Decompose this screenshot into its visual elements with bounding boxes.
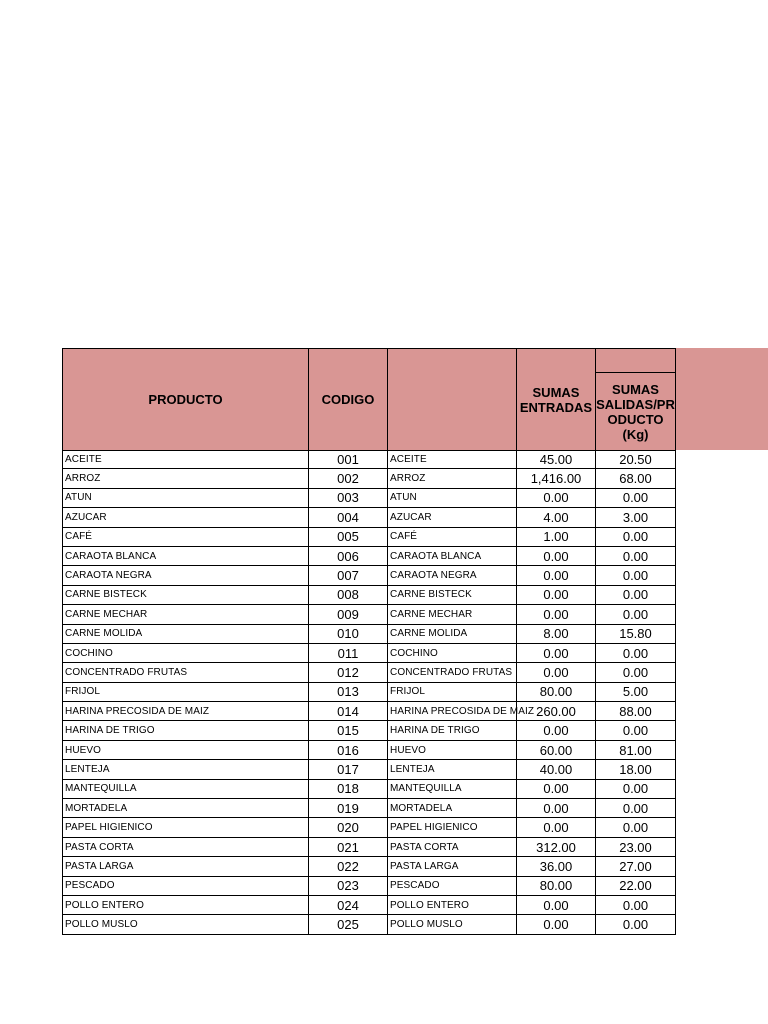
cell-producto-text: ATUN [65,492,92,504]
cell-sumas-salidas[interactable] [595,838,676,856]
cell-producto-text: CAFÉ [65,531,93,543]
cell-codigo[interactable] [308,566,387,584]
cell-producto[interactable] [62,877,308,895]
cell-producto[interactable] [62,586,308,604]
cell-sumas-salidas[interactable] [595,760,676,778]
cell-sumas-salidas-text: 15.80 [619,626,652,642]
cell-sumas-salidas-text: 0.00 [622,820,649,836]
cell-producto-text: HUEVO [65,744,102,756]
cell-sumas-salidas[interactable] [595,915,676,933]
cell-producto-repeat-text: PASTA CORTA [390,841,459,853]
cell-sumas-salidas[interactable] [595,780,676,798]
cell-producto[interactable] [62,799,308,817]
cell-codigo-text: 018 [337,781,359,797]
cell-sumas-entradas-text: 8.00 [543,626,569,642]
cell-sumas-entradas-text: 0.00 [543,606,569,622]
header-fill-band [676,348,768,450]
cell-codigo-text: 004 [337,509,359,525]
cell-producto-repeat[interactable] [387,489,516,507]
cell-sumas-entradas-text: 0.00 [543,897,569,913]
cell-sumas-salidas[interactable] [595,721,676,739]
cell-sumas-entradas-text: 0.00 [543,723,569,739]
cell-codigo[interactable] [308,857,387,875]
cell-codigo[interactable] [308,780,387,798]
cell-producto-text: CARAOTA NEGRA [65,570,152,582]
cell-producto[interactable] [62,547,308,565]
cell-sumas-entradas-text: 0.00 [543,568,569,584]
table-row [62,799,676,818]
cell-codigo[interactable] [308,605,387,623]
cell-producto-repeat-text: HARINA PRECOSIDA DE MAIZ [390,705,535,717]
table-row [62,469,676,488]
cell-producto[interactable] [62,566,308,584]
table-row [62,566,676,585]
cell-sumas-entradas[interactable] [516,644,595,662]
table-row [62,857,676,876]
cell-codigo-text: 022 [337,858,359,874]
cell-producto-repeat[interactable] [387,644,516,662]
cell-producto-repeat-text: CAFÉ [390,531,418,543]
cell-producto[interactable] [62,741,308,759]
cell-producto-repeat-text: AZUCAR [390,511,432,523]
table-row [62,915,676,934]
cell-sumas-entradas[interactable] [516,547,595,565]
cell-sumas-salidas-text: 20.50 [619,452,652,468]
cell-producto-repeat-text: CARAOTA NEGRA [390,570,477,582]
cell-sumas-salidas[interactable] [595,741,676,759]
header-sumas-salidas[interactable] [595,372,676,451]
cell-sumas-entradas-text: 0.00 [543,781,569,797]
cell-producto[interactable] [62,838,308,856]
cell-codigo-text: 010 [337,626,359,642]
cell-sumas-salidas-text: 0.00 [622,664,649,680]
header-producto[interactable] [62,348,309,451]
cell-sumas-entradas[interactable] [516,605,595,623]
cell-sumas-entradas[interactable] [516,489,595,507]
cell-producto-repeat[interactable] [387,702,535,720]
cell-sumas-entradas-text: 1,416.00 [530,471,582,487]
table-row [62,721,676,740]
cell-sumas-entradas[interactable] [516,741,595,759]
cell-producto-text: MORTADELA [65,802,128,814]
cell-sumas-salidas-text: 0.00 [622,897,649,913]
cell-sumas-entradas[interactable] [516,625,595,643]
cell-codigo-text: 002 [337,471,359,487]
cell-codigo[interactable] [308,547,387,565]
header-codigo[interactable] [308,348,388,451]
cell-producto-repeat[interactable] [387,780,516,798]
cell-sumas-salidas[interactable] [595,625,676,643]
cell-producto-text: ARROZ [65,473,101,485]
cell-producto-repeat-text: COCHINO [390,647,438,659]
cell-codigo-text: 011 [337,645,359,661]
cell-sumas-salidas-text: 0.00 [622,529,649,545]
table-row [62,838,676,857]
cell-sumas-entradas[interactable] [516,586,595,604]
cell-sumas-salidas[interactable] [595,857,676,875]
cell-codigo[interactable] [308,528,387,546]
cell-codigo-text: 005 [337,529,359,545]
cell-codigo[interactable] [308,469,387,487]
cell-sumas-entradas[interactable] [516,702,595,720]
cell-producto-repeat-text: LENTEJA [390,763,435,775]
cell-sumas-salidas[interactable] [595,605,676,623]
table-row [62,818,676,837]
header-blank-top[interactable] [595,348,676,373]
header-blank[interactable] [387,348,517,451]
cell-codigo-text: 007 [337,568,359,584]
cell-codigo-text: 024 [337,897,359,913]
cell-sumas-salidas[interactable] [595,877,676,895]
cell-producto[interactable] [62,702,308,720]
cell-producto-repeat[interactable] [387,566,516,584]
cell-producto-repeat[interactable] [387,799,516,817]
table-row [62,605,676,624]
cell-producto-repeat-text: HARINA DE TRIGO [390,725,480,737]
cell-sumas-salidas[interactable] [595,818,676,836]
cell-sumas-salidas-text: 0.00 [622,548,649,564]
cell-sumas-entradas[interactable] [516,469,595,487]
cell-codigo[interactable] [308,838,387,856]
cell-producto-repeat-text: CARNE MECHAR [390,608,473,620]
cell-sumas-entradas[interactable] [516,721,595,739]
cell-producto[interactable] [62,896,308,914]
cell-producto-text: LENTEJA [65,763,110,775]
cell-sumas-entradas[interactable] [516,857,595,875]
cell-producto[interactable] [62,818,308,836]
cell-producto-repeat[interactable] [387,760,516,778]
header-sumas-entradas-label: SUMAS ENTRADAS [519,384,593,415]
cell-producto-repeat[interactable] [387,838,516,856]
cell-sumas-salidas-text: 68.00 [619,471,652,487]
cell-sumas-salidas-text: 0.00 [622,781,649,797]
cell-producto-text: COCHINO [65,647,113,659]
cell-sumas-salidas[interactable] [595,566,676,584]
cell-producto-repeat-text: CONCENTRADO FRUTAS [390,666,513,678]
cell-producto-repeat[interactable] [387,741,516,759]
cell-producto-repeat[interactable] [387,915,516,933]
cell-sumas-entradas[interactable] [516,760,595,778]
cell-sumas-salidas[interactable] [595,547,676,565]
cell-codigo-text: 001 [337,452,359,468]
cell-producto[interactable] [62,605,308,623]
cell-codigo[interactable] [308,721,387,739]
cell-producto-text: HARINA DE TRIGO [65,725,155,737]
cell-codigo[interactable] [308,625,387,643]
cell-producto-text: AZUCAR [65,511,107,523]
table-row [62,450,676,469]
cell-codigo-text: 012 [337,664,359,680]
cell-codigo-text: 017 [337,761,359,777]
cell-producto[interactable] [62,644,308,662]
cell-sumas-salidas[interactable] [595,702,676,720]
cell-producto-repeat[interactable] [387,605,516,623]
cell-sumas-salidas-text: 0.00 [622,645,649,661]
cell-sumas-salidas-text: 0.00 [622,800,649,816]
cell-sumas-salidas-text: 5.00 [622,684,649,700]
header-producto-label: PRODUCTO [148,392,223,407]
cell-producto[interactable] [62,489,308,507]
cell-sumas-salidas-text: 18.00 [619,761,652,777]
cell-producto-repeat-text: ARROZ [390,473,426,485]
cell-producto-text: PAPEL HIGIENICO [65,822,153,834]
cell-sumas-salidas-text: 0.00 [622,917,649,933]
cell-producto-repeat[interactable] [387,663,516,681]
cell-sumas-entradas-text: 0.00 [543,645,569,661]
data-table-body [62,450,676,936]
cell-producto[interactable] [62,857,308,875]
cell-sumas-entradas-text: 0.00 [543,490,569,506]
cell-producto-repeat[interactable] [387,896,516,914]
cell-codigo-text: 009 [337,606,359,622]
cell-codigo-text: 020 [337,820,359,836]
cell-sumas-entradas-text: 60.00 [539,742,573,758]
cell-producto-repeat-text: ATUN [390,492,417,504]
cell-producto[interactable] [62,451,308,468]
cell-sumas-salidas[interactable] [595,799,676,817]
cell-codigo[interactable] [308,644,387,662]
cell-codigo-text: 016 [337,742,359,758]
cell-producto-text: CARNE BISTECK [65,589,147,601]
cell-producto[interactable] [62,683,308,701]
cell-codigo-text: 014 [337,703,359,719]
cell-producto-repeat-text: ACEITE [390,454,427,466]
cell-producto-repeat[interactable] [387,451,516,468]
cell-codigo[interactable] [308,799,387,817]
cell-codigo[interactable] [308,508,387,526]
cell-producto-repeat[interactable] [387,528,516,546]
cell-producto-repeat-text: MORTADELA [390,802,453,814]
table-row [62,780,676,799]
cell-producto-repeat[interactable] [387,625,516,643]
cell-codigo[interactable] [308,877,387,895]
cell-sumas-entradas-text: 4.00 [543,509,569,525]
cell-sumas-entradas[interactable] [516,683,595,701]
cell-producto-text: POLLO ENTERO [65,899,144,911]
cell-codigo-text: 021 [337,839,359,855]
cell-sumas-entradas[interactable] [516,528,595,546]
table-row [62,877,676,896]
cell-producto-repeat[interactable] [387,586,516,604]
header-codigo-label: CODIGO [321,392,375,407]
cell-sumas-entradas[interactable] [516,663,595,681]
cell-producto-repeat-text: CARAOTA BLANCA [390,550,482,562]
cell-producto-text: PASTA CORTA [65,841,134,853]
cell-producto[interactable] [62,780,308,798]
table-row [62,741,676,760]
cell-producto-repeat[interactable] [387,877,516,895]
cell-sumas-entradas-text: 1.00 [543,529,569,545]
cell-producto-text: CARNE MOLIDA [65,628,143,640]
cell-codigo[interactable] [308,702,387,720]
table-row [62,663,676,682]
cell-sumas-entradas[interactable] [516,838,595,856]
cell-producto-repeat[interactable] [387,547,516,565]
cell-producto-repeat[interactable] [387,857,516,875]
table-row [62,528,676,547]
cell-codigo[interactable] [308,586,387,604]
cell-codigo-text: 015 [337,723,359,739]
cell-sumas-salidas-text: 0.00 [622,606,649,622]
cell-producto[interactable] [62,528,308,546]
cell-codigo[interactable] [308,741,387,759]
cell-sumas-entradas-text: 0.00 [543,820,569,836]
cell-sumas-entradas-text: 0.00 [543,587,569,603]
cell-codigo[interactable] [308,451,387,468]
cell-producto-repeat-text: HUEVO [390,744,427,756]
table-row [62,760,676,779]
table-row [62,625,676,644]
cell-codigo-text: 019 [337,800,359,816]
cell-sumas-entradas[interactable] [516,915,595,933]
cell-sumas-salidas[interactable] [595,586,676,604]
cell-producto-repeat[interactable] [387,721,516,739]
cell-sumas-entradas-text: 36.00 [539,858,573,874]
cell-codigo[interactable] [308,915,387,933]
table-row [62,586,676,605]
table-row [62,896,676,915]
cell-sumas-salidas[interactable] [595,508,676,526]
cell-producto[interactable] [62,469,308,487]
header-sumas-salidas-label: SUMAS SALIDAS/PR ODUCTO (Kg) [596,381,675,442]
cell-producto-repeat-text: POLLO MUSLO [390,919,463,931]
table-row [62,644,676,663]
cell-sumas-entradas[interactable] [516,780,595,798]
cell-sumas-entradas[interactable] [516,566,595,584]
cell-codigo[interactable] [308,683,387,701]
cell-sumas-salidas[interactable] [595,489,676,507]
cell-producto-text: POLLO MUSLO [65,919,138,931]
cell-codigo-text: 013 [337,684,359,700]
cell-producto-text: PASTA LARGA [65,860,134,872]
cell-codigo[interactable] [308,489,387,507]
cell-sumas-entradas-text: 40.00 [539,761,573,777]
cell-sumas-salidas-text: 81.00 [619,742,652,758]
cell-sumas-entradas-text: 0.00 [543,548,569,564]
cell-sumas-entradas[interactable] [516,877,595,895]
table-row [62,547,676,566]
cell-producto-repeat[interactable] [387,818,516,836]
cell-codigo-text: 023 [337,878,359,894]
cell-sumas-salidas-text: 3.00 [622,509,649,525]
table-row [62,489,676,508]
cell-sumas-entradas-text: 80.00 [539,684,573,700]
cell-producto-repeat-text: FRIJOL [390,686,426,698]
cell-sumas-entradas[interactable] [516,799,595,817]
cell-producto[interactable] [62,915,308,933]
cell-producto-text: ACEITE [65,454,102,466]
cell-codigo[interactable] [308,663,387,681]
cell-codigo[interactable] [308,896,387,914]
cell-codigo-text: 006 [337,548,359,564]
cell-producto-repeat-text: PASTA LARGA [390,860,459,872]
cell-sumas-salidas-text: 0.00 [622,568,649,584]
cell-sumas-entradas-text: 260.00 [536,703,576,719]
cell-sumas-entradas-text: 312.00 [536,839,576,855]
cell-producto[interactable] [62,760,308,778]
cell-sumas-entradas-text: 0.00 [543,800,569,816]
cell-producto[interactable] [62,508,308,526]
cell-sumas-entradas[interactable] [516,508,595,526]
table-row [62,508,676,527]
cell-sumas-salidas-text: 27.00 [619,858,652,874]
table-row [62,702,676,721]
table-row [62,683,676,702]
cell-sumas-salidas[interactable] [595,469,676,487]
cell-producto-repeat[interactable] [387,508,516,526]
cell-codigo[interactable] [308,760,387,778]
cell-sumas-entradas[interactable] [516,896,595,914]
cell-sumas-entradas-text: 80.00 [539,878,573,894]
cell-producto-repeat-text: PESCADO [390,880,440,892]
cell-producto-repeat-text: MANTEQUILLA [390,783,462,795]
cell-producto-repeat-text: CARNE BISTECK [390,589,472,601]
cell-producto-repeat-text: PAPEL HIGIENICO [390,822,478,834]
cell-producto-repeat[interactable] [387,469,516,487]
cell-producto[interactable] [62,663,308,681]
cell-producto[interactable] [62,721,308,739]
cell-sumas-salidas-text: 22.00 [619,878,652,894]
cell-sumas-entradas-text: 0.00 [543,664,569,680]
cell-sumas-entradas[interactable] [516,818,595,836]
cell-producto-text: CARNE MECHAR [65,608,148,620]
cell-producto-text: HARINA PRECOSIDA DE MAIZ [65,705,210,717]
cell-sumas-salidas-text: 0.00 [622,490,649,506]
cell-codigo-text: 003 [337,490,359,506]
cell-producto-text: MANTEQUILLA [65,783,137,795]
cell-sumas-salidas[interactable] [595,896,676,914]
cell-sumas-salidas[interactable] [595,683,676,701]
cell-codigo-text: 008 [337,587,359,603]
cell-sumas-salidas[interactable] [595,663,676,681]
cell-sumas-entradas-text: 45.00 [539,452,573,468]
cell-sumas-salidas-text: 23.00 [619,839,652,855]
cell-sumas-salidas-text: 0.00 [622,587,649,603]
cell-sumas-salidas[interactable] [595,451,676,468]
cell-producto[interactable] [62,625,308,643]
cell-sumas-salidas-text: 88.00 [619,703,652,719]
cell-sumas-salidas-text: 0.00 [622,723,649,739]
cell-producto-text: PESCADO [65,880,115,892]
cell-codigo-text: 025 [337,917,359,933]
cell-producto-repeat[interactable] [387,683,516,701]
cell-sumas-entradas[interactable] [516,451,595,468]
header-sumas-entradas[interactable] [516,348,596,451]
cell-producto-repeat-text: POLLO ENTERO [390,899,469,911]
cell-producto-text: CARAOTA BLANCA [65,550,157,562]
cell-sumas-salidas[interactable] [595,644,676,662]
cell-sumas-salidas[interactable] [595,528,676,546]
cell-sumas-entradas-text: 0.00 [543,917,569,933]
cell-producto-text: FRIJOL [65,686,101,698]
cell-producto-text: CONCENTRADO FRUTAS [65,666,188,678]
cell-codigo[interactable] [308,818,387,836]
cell-producto-repeat-text: CARNE MOLIDA [390,628,468,640]
